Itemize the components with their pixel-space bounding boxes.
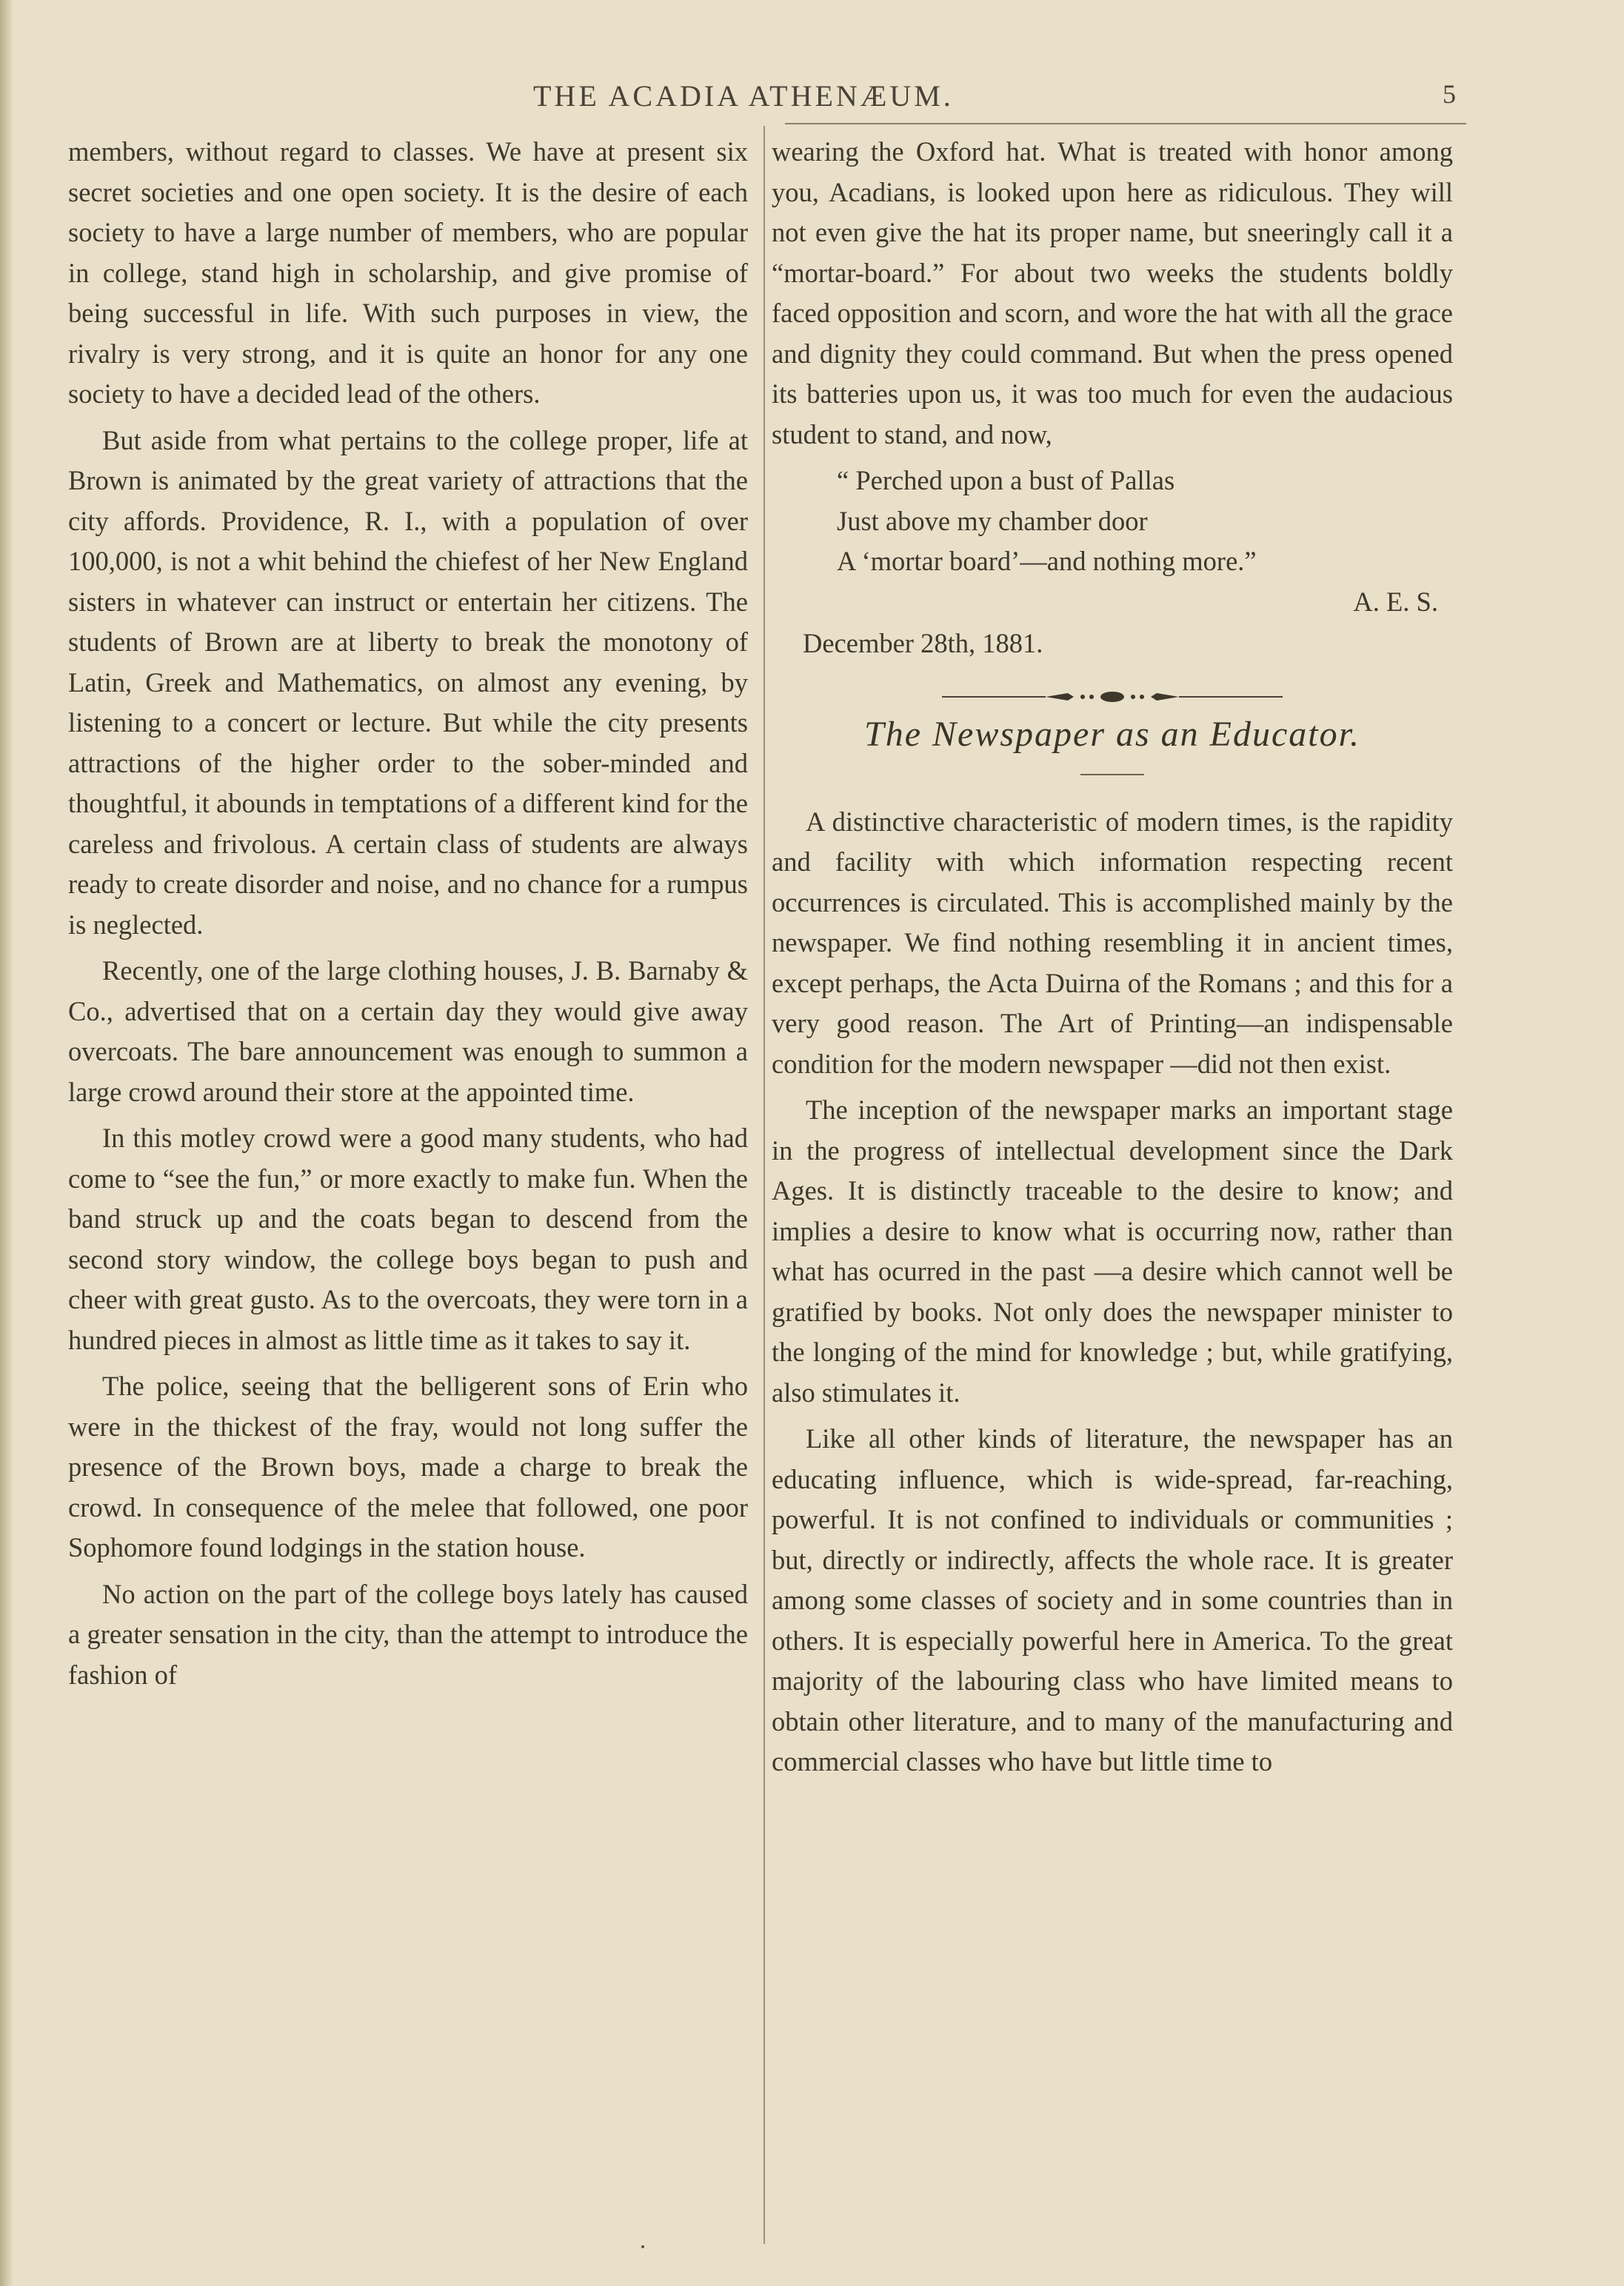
poem-line: Just above my chamber door <box>837 505 1148 536</box>
divider-flourish-icon <box>772 679 1453 701</box>
paragraph: The police, seeing that the belligerent sons of Erin who were in the thickest of the fray, would not long suffer the presence of the Brown boys, made a charge to break the crowd. In consequence of the melee that followed, one poor Sophomore found lodgings in the station house. <box>68 1371 748 1563</box>
running-title: THE ACADIA ATHENÆUM. <box>533 79 954 113</box>
paragraph: wearing the Oxford hat. What is treated with honor among you, Acadians, is looked upon here as ridiculous. They will not even give the hat its proper name, but sneeringly call it a “mortar-board.” For about two weeks the students boldly faced opposition and scorn, and wore the hat with all the grace and dignity they could command. But when the press opened its batteries upon us, it was too much for even the audacious student to stand, and now, <box>772 136 1453 449</box>
column-divider <box>763 126 765 2244</box>
header-rule <box>785 123 1466 124</box>
paragraph: A distinctive characteristic of modern times, is the rapidity and facility with which information respecting recent occurrences is circulated. This is accomplished mainly by the newspaper. We find nothing resembling it in ancient times, except perhaps, the Acta Duirna of the Romans ; and this for a very good reason. The Art of Printing—an indispensable condition for the modern newspaper —did not then exist. <box>772 806 1453 1079</box>
dateline: December 28th, 1881. <box>803 628 1043 658</box>
paragraph: No action on the part of the college boys lately has caused a greater sensation in the city, than the attempt to introduce the fashion of <box>68 1578 748 1690</box>
article-title: The Newspaper as an Educator. <box>864 714 1360 754</box>
paragraph: members, without regard to classes. We have at present six secret societies and one open society. It is the desire of each society to have a large number of members, who are popular in college, stand high in scholarship, and give promise of being successful in life. With such purposes in view, the rivalry is very strong, and it is quite an honor for any one society to have a decided lead of the others. <box>68 136 748 409</box>
poem-line: “ Perched upon a bust of Pallas <box>837 465 1175 495</box>
right-column <box>772 132 1453 1788</box>
paragraph: Like all other kinds of literature, the newspaper has an educating influence, which is wide-spread, far-reaching, powerful. It is not confined to individuals or communities ; but, directly or indirectly, affects the whole race. It is greater among some classes of society and in some countries than in others. It is especially powerful here in America. To the great majority of the labouring class who have limited means to obtain other literature, and to many of the manufacturing and commercial classes who have but little time to <box>772 1423 1453 1777</box>
flourish-graphic <box>942 686 1283 708</box>
paragraph: In this motley crowd were a good many students, who had come to “see the fun,” or more exactly to make fun. When the band struck up and the coats began to descend from the second story window, the college boys began to push and cheer with great gusto. As to the overcoats, they were torn in a hundred pieces in almost as little time as it takes to say it. <box>68 1123 748 1355</box>
paragraph: But aside from what pertains to the college proper, life at Brown is animated by the great variety of attractions that the city affords. Providence, R. I., with a population of over 100,000, is not a whit behind the chiefest of her New England sisters in whatever can instruct or entertain her citizens. The students of Brown are at liberty to break the monotony of Latin, Greek and Mathematics, on almost any evening, by listening to a concert or lecture. But while the city presents attractions of the higher order to the sober-minded and thoughtful, it abounds in temptations of a different kind for the careless and frivolous. A certain class of students are always ready to create disorder and noise, and no chance for a rumpus is neglected. <box>68 424 748 940</box>
page-header <box>0 74 1624 118</box>
poem-line: A ‘mortar board’—and nothing more.” <box>837 546 1257 576</box>
paragraph: The inception of the newspaper marks an important stage in the progress of intellectual development since the Dark Ages. It is distinctly traceable to the desire to know; and implies a desire to know what is occurring now, rather than what has ocurred in the past —a desire which cannot well be gratified by books. Not only does the newspaper minister to the longing of the mind for knowledge ; but, while gratifying, also stimulates it. <box>772 1094 1453 1408</box>
poem-quote <box>772 461 1453 582</box>
paragraph: Recently, one of the large clothing houses, J. B. Barnaby & Co., advertised that on a certain day they would give away overcoats. The bare announcement was enough to summon a large crowd around their store at the appointed time. <box>68 955 748 1107</box>
left-column <box>68 132 748 1701</box>
author-signature: A. E. S. <box>1353 586 1438 617</box>
page-number: 5 <box>1443 79 1456 109</box>
title-rule <box>1080 774 1144 775</box>
print-speck <box>641 2245 644 2248</box>
